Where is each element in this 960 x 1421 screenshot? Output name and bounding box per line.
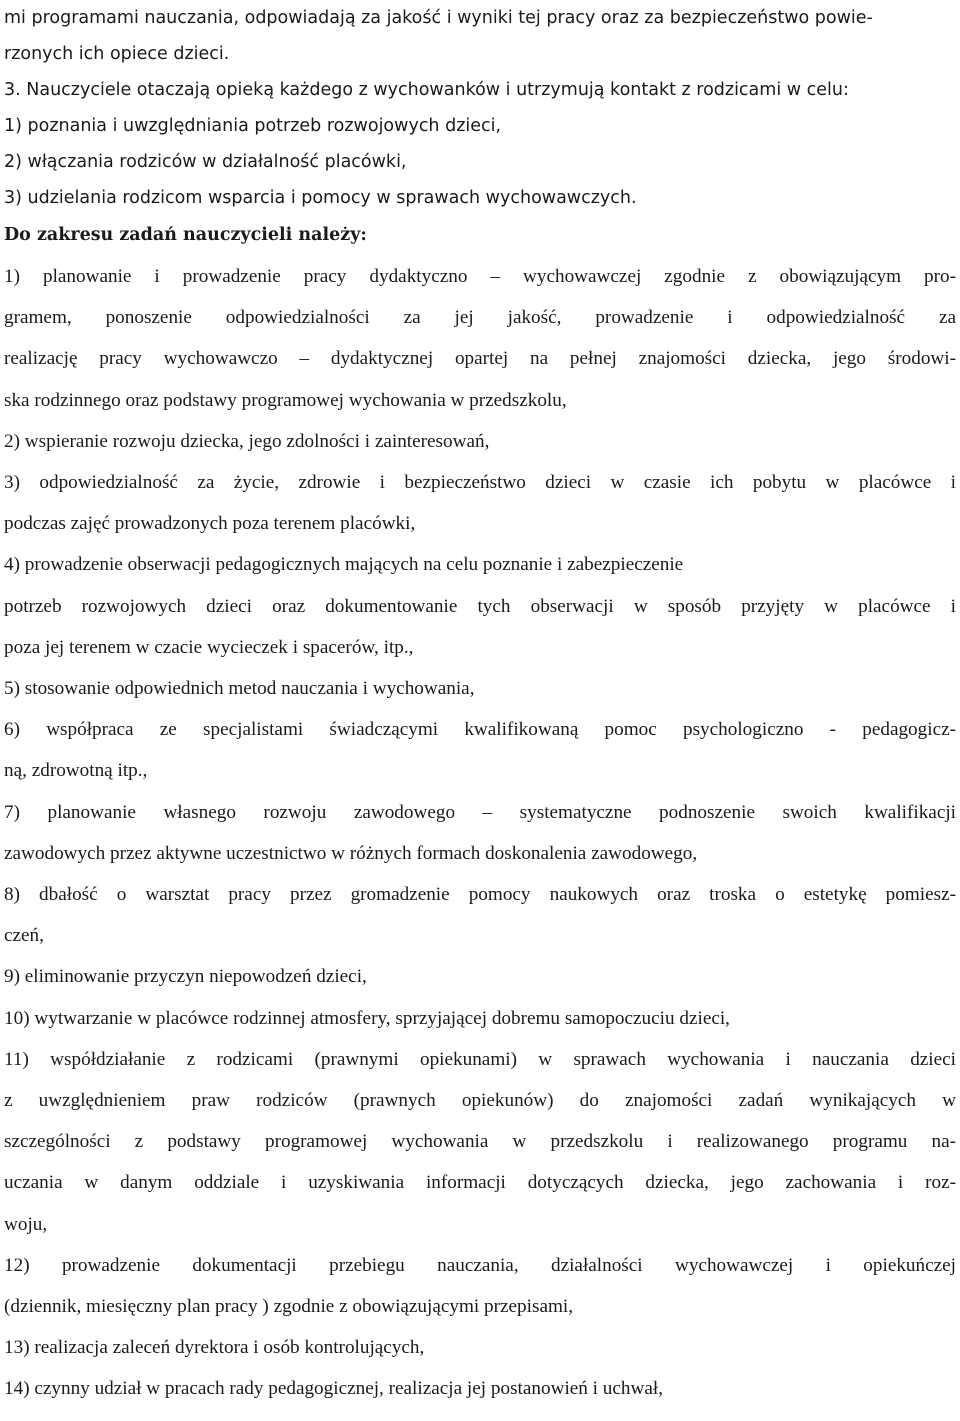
document-page — [4, 0, 956, 1421]
item-line: woju, — [4, 1213, 48, 1235]
item-line: z uwzględnieniem praw rodziców (prawnych opiekunów) do znajomości zadań wynikających w — [4, 1090, 956, 1112]
item-line: uczania w danym oddziale i uzyskiwania informacji dotyczących dziecka, jego zachowania i roz- — [4, 1172, 956, 1194]
item-line: (dziennik, miesięczny plan pracy ) zgodnie z obowiązującymi przepisami, — [4, 1296, 574, 1318]
item-line: 7) planowanie własnego rozwoju zawodowego – systematyczne podnoszenie swoich kwalifikacji — [4, 801, 956, 823]
list-item-13 — [4, 1327, 956, 1368]
item-line: realizację pracy wychowawczo – dydaktycznej opartej na pełnej znajomości dziecka, jego środowi- — [4, 348, 956, 370]
duties-list — [4, 256, 956, 1410]
item-line: 1) planowanie i prowadzenie pracy dydaktyczno – wychowawczej zgodnie z obowiązującym pro- — [4, 266, 956, 287]
section-heading: Do zakresu zadań nauczycieli należy: — [4, 225, 367, 245]
intro-line: 3) udzielania rodzicom wsparcia i pomocy w sprawach wychowawczych. — [4, 188, 637, 208]
list-item-7 — [4, 792, 956, 874]
item-line: 3) odpowiedzialność za życie, zdrowie i bezpieczeństwo dzieci w czasie ich pobytu w placówce i — [4, 472, 956, 494]
item-line: zawodowych przez aktywne uczestnictwo w różnych formach doskonalenia zawodowego, — [4, 842, 698, 864]
list-item-2 — [4, 421, 956, 462]
list-item-3 — [4, 462, 956, 544]
intro-line: 3. Nauczyciele otaczają opieką każdego z wychowanków i utrzymują kontakt z rodzicami w celu: — [4, 80, 849, 100]
item-line: ska rodzinnego oraz podstawy programowej wychowania w przedszkolu, — [4, 389, 567, 411]
item-line: ną, zdrowotną itp., — [4, 760, 148, 782]
list-item-10 — [4, 998, 956, 1039]
item-line: 12) prowadzenie dokumentacji przebiegu nauczania, działalności wychowawczej i opiekuńczej — [4, 1254, 956, 1276]
item-line: 10) wytwarzanie w placówce rodzinnej atmosfery, sprzyjającej dobremu samopoczuciu dzieci, — [4, 1007, 730, 1029]
list-item-12 — [4, 1245, 956, 1327]
list-item-5 — [4, 668, 956, 709]
intro-section — [4, 0, 956, 216]
item-line: gramem, ponoszenie odpowiedzialności za jej jakość, prowadzenie i odpowiedzialność za — [4, 307, 956, 329]
item-line: 14) czynny udział w pracach rady pedagogicznej, realizacja jej postanowień i uchwał, — [4, 1378, 664, 1400]
item-line: czeń, — [4, 925, 44, 947]
list-item-1 — [4, 256, 956, 421]
item-line: 6) współpraca ze specjalistami świadczącymi kwalifikowaną pomoc psychologiczno - pedagogicz- — [4, 719, 956, 741]
item-line: szczególności z podstawy programowej wychowania w przedszkolu i realizowanego programu na- — [4, 1131, 956, 1153]
intro-line: mi programami nauczania, odpowiadają za jakość i wyniki tej pracy oraz za bezpieczeństwo powie- — [4, 8, 873, 28]
list-item-4 — [4, 544, 956, 668]
intro-line: rzonych ich opiece dzieci. — [4, 44, 230, 64]
list-item-8 — [4, 874, 956, 956]
list-item-14 — [4, 1368, 956, 1409]
item-line: 13) realizacja zaleceń dyrektora i osób kontrolujących, — [4, 1337, 425, 1359]
list-item-11 — [4, 1039, 956, 1245]
list-item-9 — [4, 956, 956, 997]
item-line: 8) dbałość o warsztat pracy przez gromadzenie pomocy naukowych oraz troska o estetykę pomiesz- — [4, 884, 956, 906]
item-line: 11) współdziałanie z rodzicami (prawnymi opiekunami) w sprawach wychowania i nauczania dzieci — [4, 1048, 956, 1070]
intro-line: 1) poznania i uwzględniania potrzeb rozwojowych dzieci, — [4, 116, 502, 136]
item-line: 2) wspieranie rozwoju dziecka, jego zdolności i zainteresowań, — [4, 430, 490, 452]
item-line: podczas zajęć prowadzonych poza terenem placówki, — [4, 513, 416, 535]
intro-line: 2) włączania rodziców w działalność placówki, — [4, 152, 407, 172]
item-line: 5) stosowanie odpowiednich metod nauczania i wychowania, — [4, 678, 475, 700]
list-item-6 — [4, 709, 956, 791]
item-line: 9) eliminowanie przyczyn niepowodzeń dzieci, — [4, 966, 367, 988]
item-line: poza jej terenem w czacie wycieczek i spacerów, itp., — [4, 636, 414, 658]
item-line: 4) prowadzenie obserwacji pedagogicznych mających na celu poznanie i zabezpieczenie — [4, 554, 684, 576]
item-line: potrzeb rozwojowych dzieci oraz dokumentowanie tych obserwacji w sposób przyjęty w placówce i — [4, 595, 956, 617]
